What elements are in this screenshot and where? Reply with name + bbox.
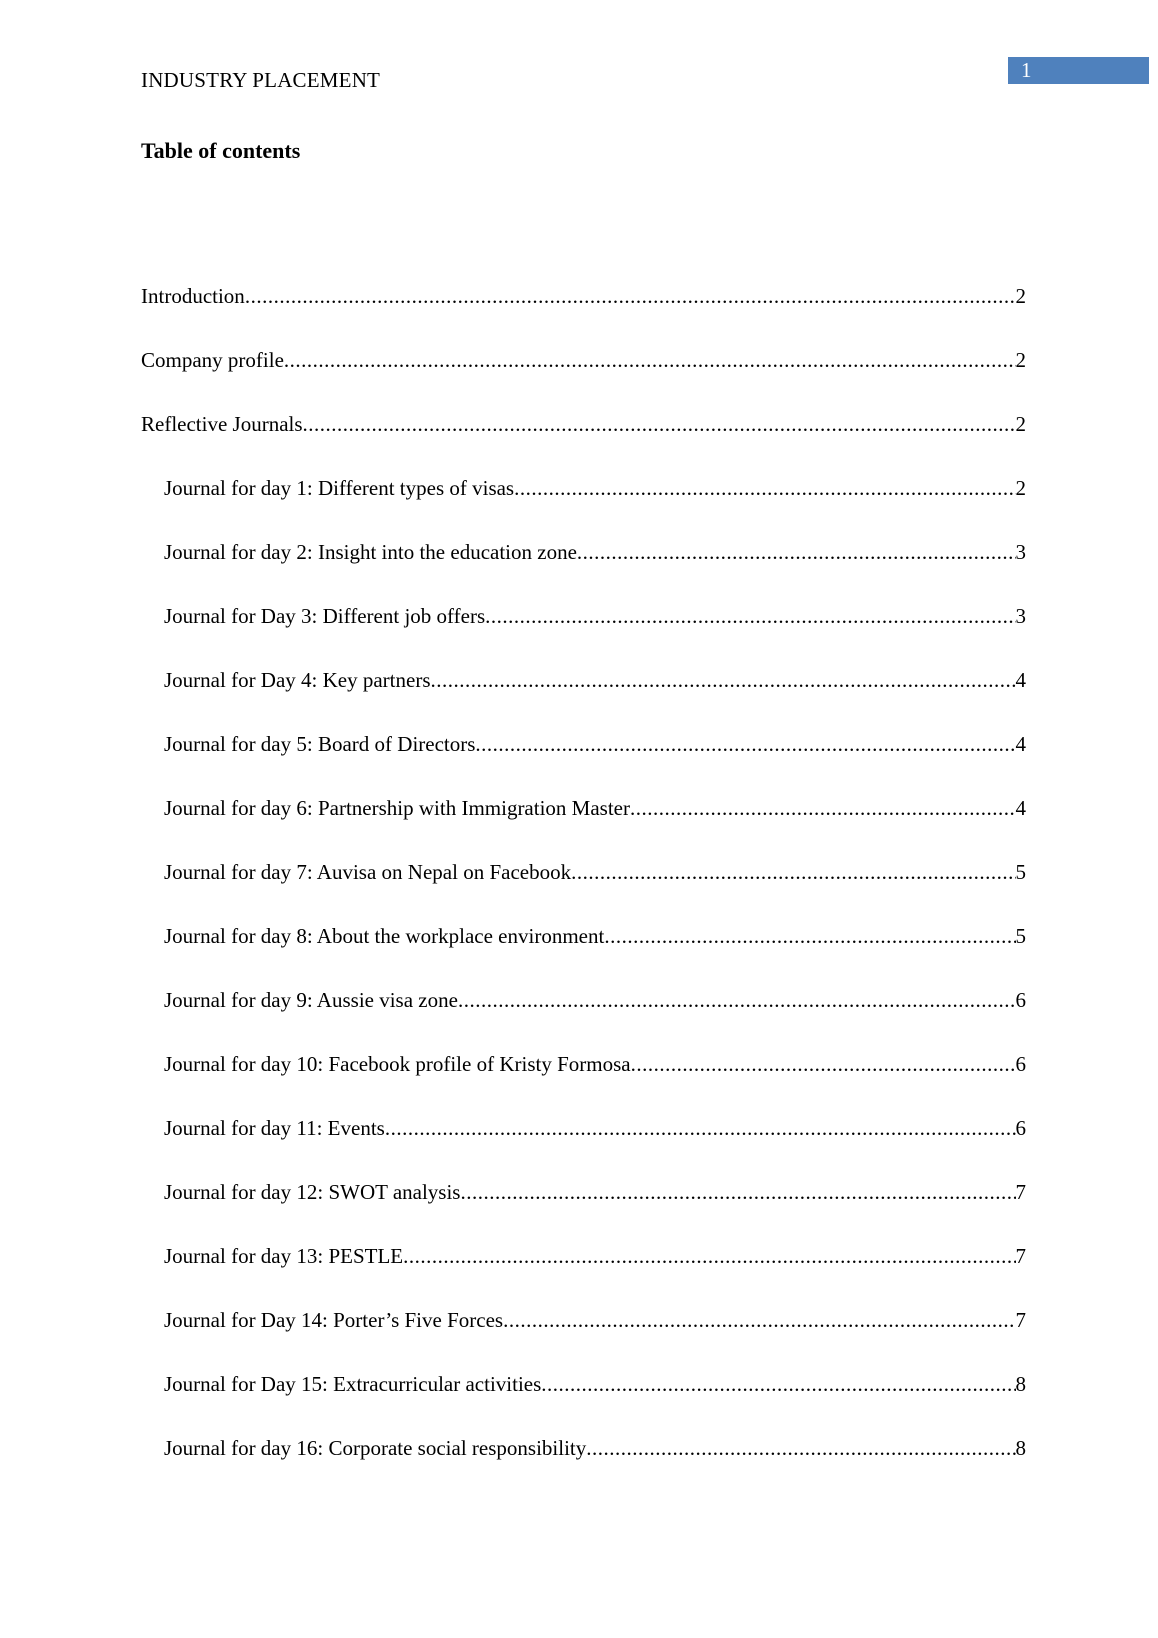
toc-entry-title: Journal for day 11: Events (164, 1116, 385, 1140)
toc-dot-leader (631, 1050, 1016, 1078)
toc-dot-leader (503, 1306, 1015, 1334)
toc-entry-title: Reflective Journals (141, 412, 303, 436)
toc-entry-page: 7 (1015, 1244, 1026, 1268)
toc-entry[interactable] (141, 858, 1026, 922)
toc-entry-title: Company profile (141, 348, 284, 372)
toc-entry-page: 4 (1015, 668, 1026, 692)
toc-entry[interactable] (141, 794, 1026, 858)
toc-entry[interactable] (141, 602, 1026, 666)
toc-dot-leader (284, 346, 1016, 374)
toc-entry-title: Journal for day 8: About the workplace environment (164, 924, 605, 948)
toc-entry[interactable] (141, 666, 1026, 730)
toc-entry-page: 6 (1015, 988, 1026, 1012)
toc-entry-title: Journal for day 10: Facebook profile of Kristy Formosa (164, 1052, 631, 1076)
toc-entry[interactable] (141, 1306, 1026, 1370)
toc-entry-page: 2 (1015, 284, 1026, 308)
toc-entry-title: Journal for day 13: PESTLE (164, 1244, 404, 1268)
toc-dot-leader (475, 730, 1015, 758)
toc-entry[interactable] (141, 1050, 1026, 1114)
toc-dot-leader (245, 282, 1016, 310)
toc-dot-leader (460, 1178, 1015, 1206)
toc-entry-title: Journal for Day 14: Porter’s Five Forces (164, 1308, 504, 1332)
toc-entry[interactable] (141, 346, 1026, 410)
page-number-badge: 1 (1008, 57, 1149, 84)
toc-entry[interactable] (141, 1114, 1026, 1178)
toc-entry[interactable] (141, 1242, 1026, 1306)
toc-dot-leader (385, 1114, 1016, 1142)
toc-entry[interactable] (141, 474, 1026, 538)
toc-entry[interactable] (141, 538, 1026, 602)
toc-entry-title: Journal for day 5: Board of Directors (164, 732, 476, 756)
toc-entry-page: 6 (1015, 1116, 1026, 1140)
toc-entry-title: Journal for Day 3: Different job offers (164, 604, 486, 628)
toc-entry[interactable] (141, 410, 1026, 474)
toc-entry-title: Journal for day 1: Different types of visas (164, 476, 515, 500)
table-of-contents (141, 282, 1026, 1498)
toc-dot-leader (303, 410, 1016, 438)
toc-entry-page: 2 (1015, 412, 1026, 436)
toc-entry-title: Journal for day 7: Auvisa on Nepal on Facebook (164, 860, 572, 884)
toc-dot-leader (630, 794, 1016, 822)
toc-entry-page: 6 (1015, 1052, 1026, 1076)
toc-entry-title: Journal for day 2: Insight into the education zone (164, 540, 577, 564)
toc-entry-title: Journal for Day 15: Extracurricular activities (164, 1372, 542, 1396)
toc-entry[interactable] (141, 730, 1026, 794)
toc-entry-title: Journal for day 12: SWOT analysis (164, 1180, 461, 1204)
toc-entry-page: 3 (1015, 540, 1026, 564)
toc-dot-leader (514, 474, 1015, 502)
toc-entry[interactable] (141, 282, 1026, 346)
toc-entry-page: 5 (1015, 860, 1026, 884)
toc-dot-leader (586, 1434, 1015, 1462)
toc-dot-leader (571, 858, 1015, 886)
toc-entry[interactable] (141, 1434, 1026, 1498)
toc-entry-page: 2 (1015, 476, 1026, 500)
toc-entry[interactable] (141, 922, 1026, 986)
toc-entry-page: 8 (1015, 1372, 1026, 1396)
toc-entry-title: Journal for day 16: Corporate social responsibility (164, 1436, 587, 1460)
toc-dot-leader (458, 986, 1016, 1014)
toc-entry-page: 3 (1015, 604, 1026, 628)
toc-entry[interactable] (141, 1370, 1026, 1434)
toc-entry-page: 4 (1015, 732, 1026, 756)
toc-entry-page: 7 (1015, 1308, 1026, 1332)
toc-heading: Table of contents (141, 138, 301, 163)
toc-dot-leader (485, 602, 1015, 630)
toc-entry-page: 5 (1015, 924, 1026, 948)
toc-entry-page: 4 (1015, 796, 1026, 820)
toc-entry-title: Journal for day 6: Partnership with Immigration Master (164, 796, 630, 820)
toc-entry-title: Journal for Day 4: Key partners (164, 668, 431, 692)
toc-entry-page: 2 (1015, 348, 1026, 372)
toc-dot-leader (403, 1242, 1015, 1270)
toc-dot-leader (431, 666, 1016, 694)
toc-entry-page: 7 (1015, 1180, 1026, 1204)
running-header-title: INDUSTRY PLACEMENT (141, 68, 381, 92)
toc-entry-title: Journal for day 9: Aussie visa zone (164, 988, 458, 1012)
toc-dot-leader (577, 538, 1016, 566)
toc-entry[interactable] (141, 986, 1026, 1050)
toc-dot-leader (604, 922, 1015, 950)
toc-entry[interactable] (141, 1178, 1026, 1242)
toc-entry-title: Introduction (141, 284, 245, 308)
toc-entry-page: 8 (1015, 1436, 1026, 1460)
toc-dot-leader (541, 1370, 1015, 1398)
